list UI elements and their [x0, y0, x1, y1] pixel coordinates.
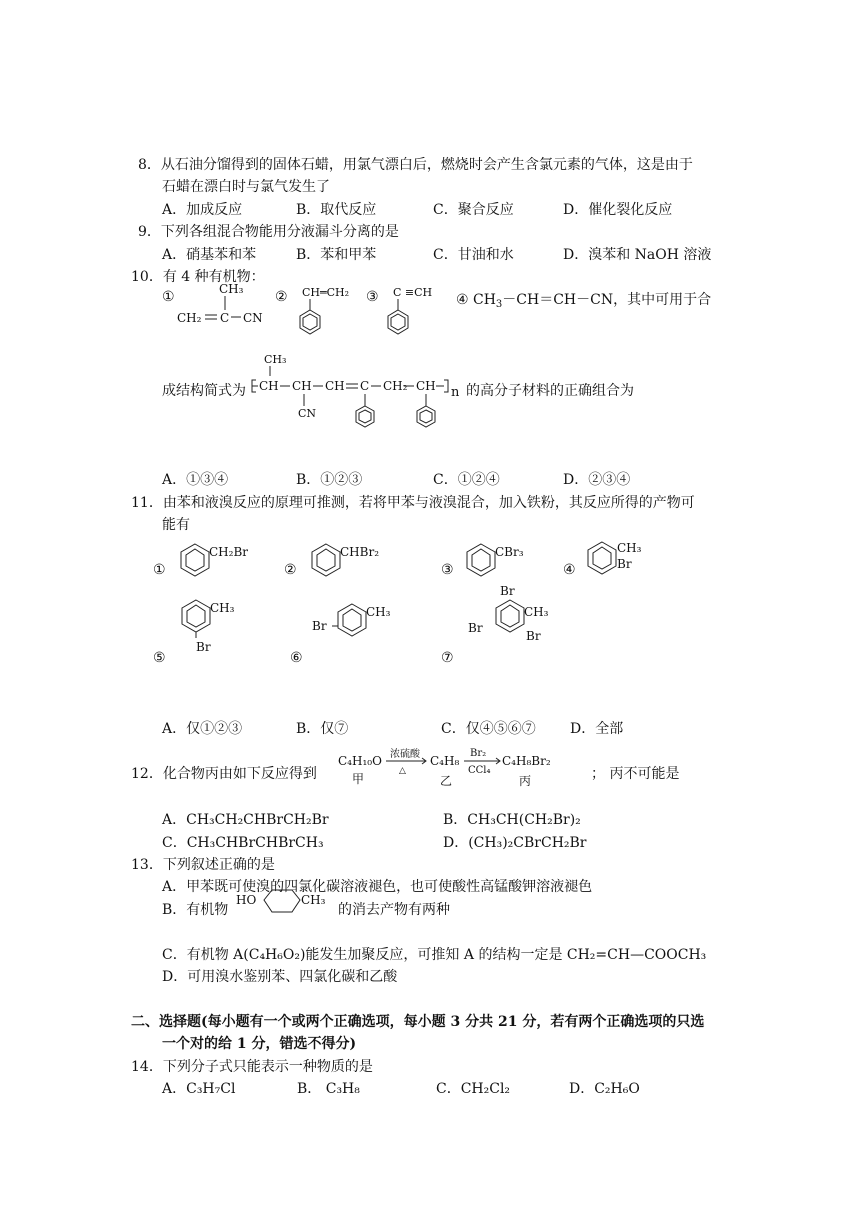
r12-cond-1: 浓硫酸: [390, 749, 420, 760]
section-2-heading-line1: 二、选择题(每小题有一个或两个正确选项，每小题 3 分共 21 分，若有两个正确选项的只选: [131, 1014, 705, 1030]
r12-cond-2a: Br₂: [470, 748, 487, 759]
r12-label-yi: 乙: [440, 774, 453, 788]
q11-s7-br-top: Br: [500, 584, 515, 598]
q10-option-c: C．①②④: [433, 472, 500, 488]
polymer-n: n: [451, 385, 460, 400]
q10-marker-3: ③: [366, 289, 379, 305]
q10-molecule-4: ④ $CH_3-CH=CH-CN$，其中可用于合: [456, 292, 712, 310]
q8-option-a: A．加成反应: [162, 202, 243, 218]
r12-label-jia: 甲: [352, 772, 365, 786]
q12-option-c: C．CH₃CHBrCHBrCH₃: [162, 835, 324, 851]
q14-stem: 14．下列分子式只能表示一种物质的是: [131, 1059, 373, 1075]
q11-structure-3: [463, 540, 563, 580]
q9-option-c: C．甘油和水: [433, 247, 514, 263]
q13-option-d: D．可用溴水鉴别苯、四氯化碳和乙酸: [162, 969, 398, 985]
q13-cyclohexanol-structure: [236, 888, 336, 928]
q11-s3-label: CBr₃: [495, 545, 524, 559]
q14-option-c: C．CH₂Cl₂: [436, 1081, 511, 1097]
q11-option-d: D．全部: [570, 721, 624, 737]
q11-marker-3: ③: [441, 562, 454, 578]
q11-marker-2: ②: [284, 562, 297, 578]
r12-cond-1b: △: [399, 766, 406, 776]
q14-option-b: B． C₃H₈: [297, 1081, 360, 1097]
q11-s4-br: Br: [617, 557, 632, 571]
q10-m1-cn: CN: [243, 311, 263, 325]
q11-s2-label: CHBr₂: [340, 545, 380, 559]
q13-ch3: CH₃: [301, 893, 326, 907]
q11-marker-4: ④: [563, 562, 576, 578]
q13-option-a: A．甲苯既可使溴的四氯化碳溶液褪色，也可使酸性高锰酸钾溶液褪色: [162, 879, 593, 895]
polymer-ch-2: CH: [292, 379, 312, 393]
q12-option-a: A．CH₃CH₂CHBrCH₂Br: [162, 812, 329, 828]
r12-mid: C₄H₈: [430, 754, 460, 768]
q12-stem-pre: 12．化合物丙由如下反应得到: [131, 766, 317, 782]
r12-reactant: C₄H₁₀O: [338, 754, 382, 768]
q9-option-a: A．硝基苯和苯: [162, 247, 257, 263]
polymer-ch-1: CH: [259, 379, 279, 393]
q11-s5-ch3: CH₃: [210, 601, 235, 615]
q10-m1-c: C: [220, 311, 230, 325]
q13-option-c: C．有机物 A(C₄H₆O₂)能发生加聚反应，可推知 A 的结构一定是 CH₂=CH—COOCH₃: [162, 947, 707, 963]
q12-stem-post: ； 丙不可能是: [591, 766, 680, 782]
q9-option-b: B．苯和甲苯: [296, 247, 377, 263]
q11-structure-7: [466, 580, 576, 646]
q11-structure-4: [584, 536, 674, 580]
q10-polymer-structure: [250, 350, 490, 442]
q11-option-c: C．仅④⑤⑥⑦: [441, 721, 536, 737]
q12-reaction-scheme: [336, 745, 586, 791]
q11-structure-5: [180, 594, 260, 656]
q11-marker-5: ⑤: [153, 650, 166, 666]
q11-structure-6: [312, 600, 432, 640]
polymer-ch2: CH₂: [383, 379, 408, 393]
q11-s7-br-right: Br: [526, 629, 541, 643]
q10-option-d: D．②③④: [563, 472, 631, 488]
q11-s1-label: CH₂Br: [209, 545, 249, 559]
r12-label-bing: 丙: [519, 774, 532, 788]
q10-marker-1: ①: [162, 289, 175, 305]
q11-s6-ch3: CH₃: [366, 605, 391, 619]
q13-ho: HO: [236, 893, 257, 907]
q11-option-b: B．仅⑦: [296, 721, 349, 737]
q11-marker-1: ①: [153, 562, 166, 578]
polymer-ch-3: CH: [325, 379, 345, 393]
q10-line2-post: 的高分子材料的正确组合为: [466, 383, 634, 399]
q10-molecule-2-styrene: [292, 282, 362, 340]
q11-structure-1: [177, 540, 277, 580]
polymer-ch-4: CH: [416, 379, 436, 393]
q8-option-c: C．聚合反应: [433, 202, 514, 218]
q11-structure-2: [308, 540, 408, 580]
r12-cond-2b: CCl₄: [468, 765, 491, 776]
q10-m1-ch3: CH₃: [219, 282, 244, 296]
q13-option-b-post: 的消去产物有两种: [338, 902, 450, 918]
q13-stem: 13．下列叙述正确的是: [131, 857, 275, 873]
q14-option-a: A．C₃H₇Cl: [162, 1081, 236, 1097]
r12-product: C₄H₈Br₂: [502, 754, 551, 768]
q10-m1-ch2: CH₂: [177, 311, 202, 325]
q9-stem: 9．下列各组混合物能用分液漏斗分离的是: [138, 224, 399, 240]
q11-marker-6: ⑥: [290, 650, 303, 666]
q12-option-d: D．(CH₃)₂CBrCH₂Br: [443, 835, 587, 851]
q11-stem-line2: 能有: [162, 517, 190, 533]
q10-marker-2: ②: [275, 289, 288, 305]
q11-s6-br: Br: [312, 619, 327, 633]
q14-option-d: D．C₂H₆O: [569, 1081, 640, 1097]
q11-option-a: A．仅①②③: [162, 721, 243, 737]
q9-option-d: D．溴苯和 NaOH 溶液: [563, 247, 712, 263]
q10-molecule-3-phenylacetylene: [383, 282, 453, 340]
q11-s4-ch3: CH₃: [617, 541, 642, 555]
q11-s7-br-left: Br: [468, 621, 483, 635]
q11-s5-br: Br: [196, 640, 211, 654]
q12-option-b: B．CH₃CH(CH₂Br)₂: [443, 812, 581, 828]
q10-molecule-1: [175, 280, 275, 328]
section-2-heading-line2: 一个对的给 1 分，错选不得分): [162, 1036, 357, 1052]
q10-stem: 10．有 4 种有机物：: [131, 269, 265, 285]
q8-stem-line2: 石蜡在漂白时与氯气发生了: [162, 179, 330, 195]
q8-option-b: B．取代反应: [296, 202, 377, 218]
polymer-c: C: [360, 379, 370, 393]
q10-option-a: A．①③④: [162, 472, 229, 488]
polymer-cn: CN: [298, 407, 317, 420]
q11-marker-7: ⑦: [441, 650, 454, 666]
q13-option-b-pre: B．有机物: [162, 902, 229, 918]
q10-m3-alkyne: C ≡CH: [393, 286, 433, 299]
q8-stem-line1: 8．从石油分馏得到的固体石蜡，用氯气漂白后，燃烧时会产生含氯元素的气体，这是由于: [138, 157, 693, 173]
q11-stem-line1: 11．由苯和液溴反应的原理可推测，若将甲苯与液溴混合，加入铁粉，其反应所得的产物可: [131, 495, 695, 511]
polymer-ch3: CH₃: [264, 353, 287, 366]
q8-option-d: D．催化裂化反应: [563, 202, 673, 218]
q11-s7-ch3: CH₃: [524, 605, 549, 619]
q10-option-b: B．①②③: [296, 472, 363, 488]
q10-line2-pre: 成结构简式为: [162, 383, 246, 399]
q10-m2-vinyl: CH═CH₂: [302, 286, 350, 299]
